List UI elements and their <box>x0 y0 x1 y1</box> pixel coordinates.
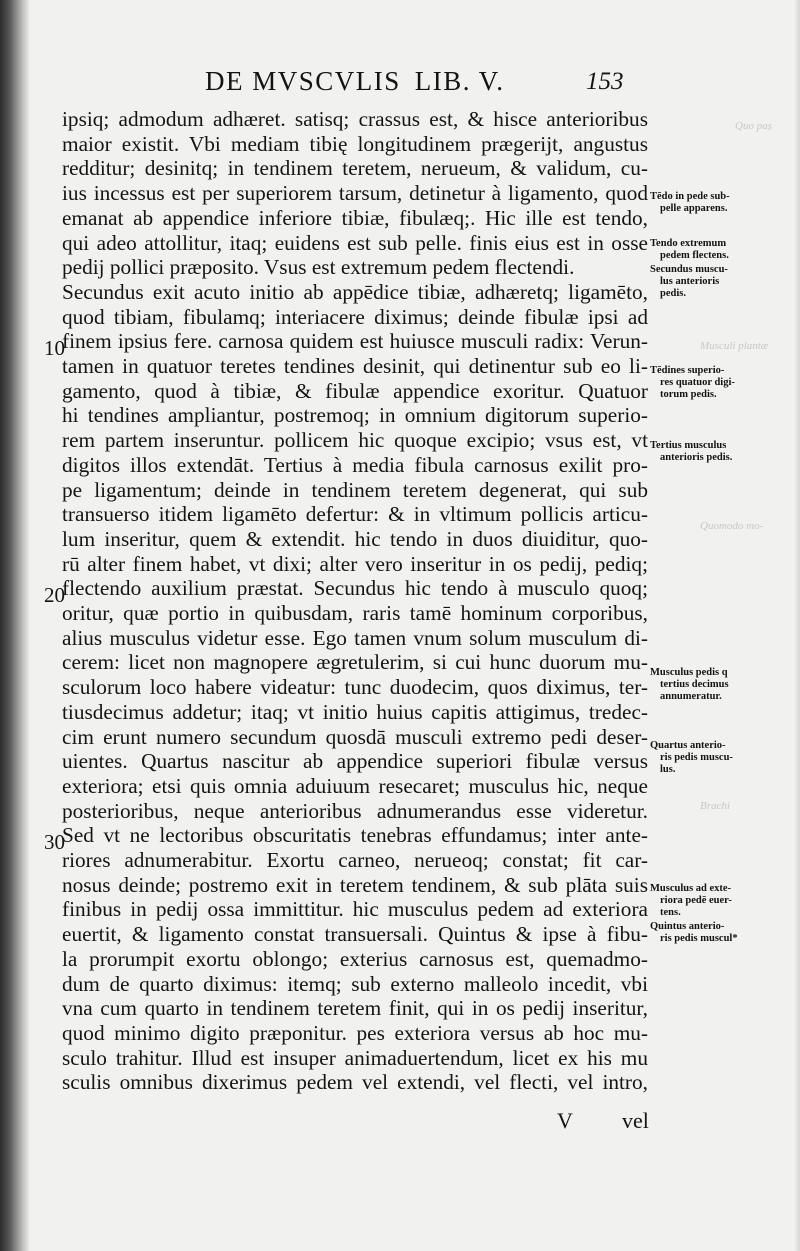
line-number-10: 10 <box>44 336 65 360</box>
text-line: emanat ab appendice inferiore tibiæ, fibulæq;. Hic ille est tendo, <box>62 205 648 230</box>
margin-note-line: annumeratur. <box>660 691 722 702</box>
text-line: lum inseritur, quem & extendit. hic tendo in duos diuiditur, quo- <box>62 526 648 551</box>
margin-note <box>650 264 790 300</box>
margin-note <box>650 921 790 945</box>
text-line: pedij pollici præposito. Vsus est extremum pedem flectendi. <box>62 255 575 280</box>
text-line: sculorum loco habere videatur: tunc duodecim, quos diximus, ter- <box>62 675 648 700</box>
text-line: qui adeo attollitur, itaq; euidens est sub pelle. finis eius est in osse <box>62 230 648 255</box>
header-title: DE MVSCVLIS <box>205 66 401 96</box>
text-line: maior existit. Vbi mediam tibię longitudinem prægerijt, angustus <box>62 131 648 156</box>
margin-note-line: Musculus pedis q <box>650 667 728 678</box>
text-line: nosus deinde; postremo exit in teretem tendinem, & sub plāta suis <box>62 872 648 897</box>
margin-note <box>650 883 790 919</box>
margin-note-line: Tēdines superio- <box>650 365 725 376</box>
margin-note-line: Musculus ad exte- <box>650 883 732 894</box>
text-line: Sed vt ne lectoribus obscuritatis tenebras effundamus; inter ante- <box>62 823 648 848</box>
margin-note <box>650 667 790 703</box>
margin-note-line: lus anterioris <box>660 276 720 287</box>
margin-note-line: anterioris pedis. <box>660 452 733 463</box>
text-line: dum de quarto diximus: itemq; sub externo malleolo incedit, vbi <box>62 971 648 996</box>
page-number: 153 <box>586 68 624 95</box>
text-line: cerem: licet non magnopere ægretulerim, si cui hunc duorum mu- <box>62 650 648 675</box>
header-book: LIB. V. <box>414 66 505 96</box>
margin-note-line: tertius decimus <box>660 679 729 690</box>
catchword: vel <box>622 1108 649 1133</box>
margin-note-line: Quintus anterio- <box>650 921 725 932</box>
text-line: tamen in quatuor teretes tendines desinit, qui detinentur sub eo li- <box>62 354 648 378</box>
text-line: sculis omnibus dixerimus pedem vel extendi, vel flecti, vel intro, <box>62 1070 648 1095</box>
text-line: redditur; desinitq; in tendinem teretem, nerueum, & validum, cu- <box>62 156 648 181</box>
text-line: cim erunt numero secundum quosdā musculi extremo pedi deser- <box>62 724 648 749</box>
signature-mark: V <box>557 1108 573 1133</box>
margin-note-line: riora pedē euer- <box>660 895 732 906</box>
text-line: quod tibiam, fibulamq; interiacere diximus; deinde fibulæ ipsi ad <box>62 304 648 329</box>
margin-note-line: pedem flectens. <box>660 250 729 261</box>
margin-note-line: tens. <box>660 907 681 918</box>
text-line: flectendo auxilium præstat. Secundus hic tendo à musculo quoq; <box>62 576 648 601</box>
text-line: euertit, & ligamento constat transuersali. Quintus & ipse à fibu- <box>62 922 648 947</box>
margin-note-line: pelle apparens. <box>660 203 728 214</box>
margin-note-line: ris pedis muscul* <box>660 933 738 944</box>
margin-note-line: torum pedis. <box>660 389 717 400</box>
text-line: gamento, quod à tibiæ, & fibulæ appendice exoritur. Quatuor <box>62 378 648 403</box>
text-line: hi tendines ampliantur, postremoq; in omnium digitorum superio- <box>62 403 648 428</box>
text-line: finem ipsius fere. carnosa quidem est huiusce musculi radix: Verun- <box>62 329 648 354</box>
show-through-text: Musculi plantæ <box>700 340 769 352</box>
show-through-text: Quo paṣ <box>735 120 772 132</box>
line-number-20: 20 <box>44 583 65 607</box>
text-line: la prorumpit exortu oblongo; exterius carnosus est, quemadmo- <box>62 946 648 971</box>
text-line: sculo trahitur. Illud est insuper animaduertendum, licet ex his mu <box>62 1045 648 1070</box>
margin-note-line: res quatuor digi- <box>660 377 735 388</box>
text-line: tiusdecimus addetur; itaq; vt initio huius capitis attigimus, tredec- <box>62 699 648 724</box>
text-line: Secundus exit acuto initio ab appēdice tibiæ, adhæretq; ligamēto, <box>62 279 648 304</box>
show-through-text: Brachi <box>700 800 730 812</box>
text-line: finibus in pedij ossa immittitur. hic musculus pedem ad exteriora <box>62 897 648 922</box>
margin-note-line: Tēdo in pede sub- <box>650 191 730 202</box>
margin-note <box>650 238 790 262</box>
text-line: pe ligamentum; deinde in tendinem teretem degenerat, qui sub <box>62 477 648 502</box>
text-line: posterioribus, neque anterioribus adnumerandus esse videretur. <box>62 798 648 823</box>
margin-note <box>650 191 790 215</box>
text-line: uientes. Quartus nascitur ab appendice superiori fibulæ versus <box>62 749 648 774</box>
margin-note-line: Secundus muscu- <box>650 264 728 275</box>
margin-note-line: Tendo extremum <box>650 238 727 249</box>
margin-note <box>650 365 790 401</box>
text-line: ipsiq; admodum adhæret. satisq; crassus est, & hisce anterioribus <box>62 107 648 131</box>
running-header <box>205 66 505 97</box>
text-line: rū alter finem habet, vt dixi; alter vero inseritur in os pedij, pediq; <box>62 551 648 576</box>
text-line: quod minimo digito præponitur. pes exteriora versus ab hoc mu- <box>62 1020 648 1045</box>
margin-note-line: ris pedis muscu- <box>660 752 733 763</box>
text-line: vna cum quarto in tendinem teretem finit, qui in os pedij inseritur, <box>62 996 648 1021</box>
text-line: oritur, quæ portio in quibusdam, raris tamē hominum corporibus, <box>62 601 648 625</box>
margin-note <box>650 440 790 464</box>
text-line: rem partem inseruntur. pollicem hic quoque excipio; vsus est, vt <box>62 428 648 453</box>
text-line: ius incessus est per superiorem tarsum, detinetur à ligamento, quod <box>62 181 648 206</box>
text-line: riores adnumerabitur. Exortu carneo, nerueoq; constat; fit car- <box>62 848 648 872</box>
margin-note-line: Quartus anterio- <box>650 740 726 751</box>
margin-note-line: Tertius musculus <box>650 440 727 451</box>
margin-note-line: lus. <box>660 764 676 775</box>
text-line: alius musculus videtur esse. Ego tamen vnum solum musculum di- <box>62 625 648 650</box>
line-number-30: 30 <box>44 830 65 854</box>
text-line: transuerso itidem ligamēto defertur: & in vltimum pollicis articu- <box>62 502 648 527</box>
margin-note <box>650 740 790 776</box>
text-line: digitos illos extendāt. Tertius à media fibula carnosus exilit pro- <box>62 452 648 477</box>
margin-note-line: pedis. <box>660 288 686 299</box>
text-line: exteriora; etsi quis omnia aduiuum resecaret; musculus hic, neque <box>62 773 648 798</box>
show-through-text: Quomodo mo‑ <box>700 520 764 532</box>
